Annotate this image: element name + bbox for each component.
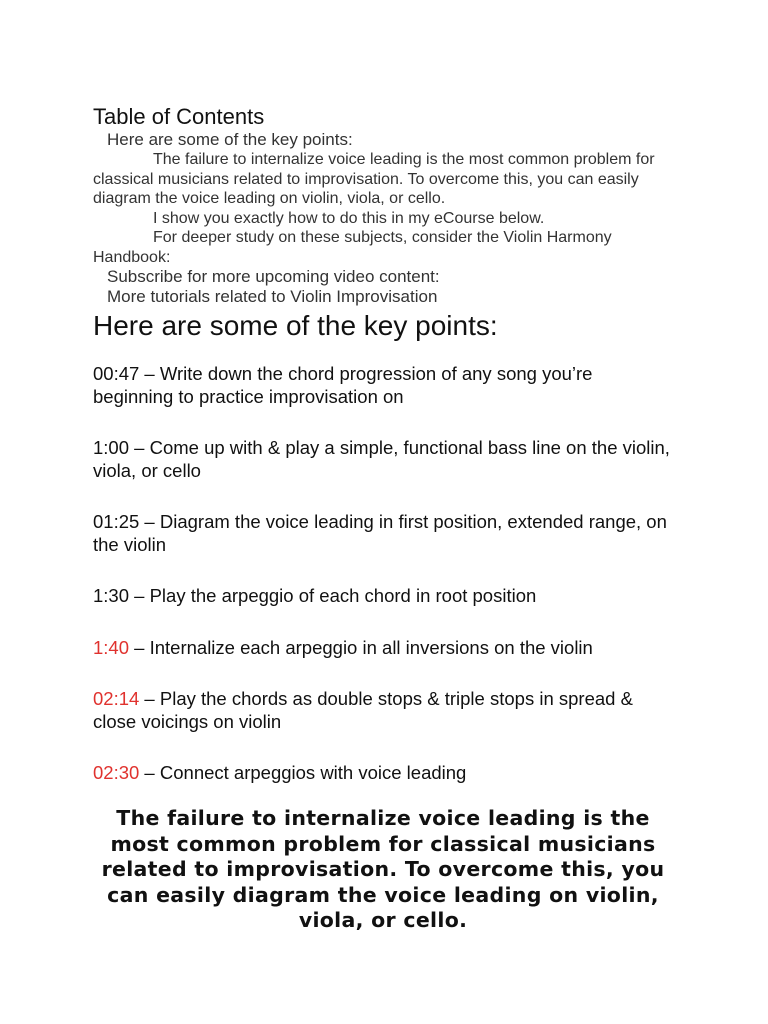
timestamp: 01:25 [93,511,140,532]
toc-entry[interactable]: Here are some of the key points: [107,130,353,149]
key-point-text: Diagram the voice leading in first position, extended range, on the violin [93,511,667,555]
pull-quote: The failure to internalize voice leading is the most common problem for classical musicians related to improvisation. To overcome this, you can easily diagram the voice leading on violin, viola, or cello. [101,806,665,932]
timestamp-link[interactable]: 02:14 [93,688,140,709]
timestamp: 00:47 [93,363,140,384]
key-point: 1:40 – Internalize each arpeggio in all inversions on the violin [93,636,593,658]
key-point: 00:47 – Write down the chord progression of any song you’re beginning to practice improvisation on [93,363,593,407]
timestamp-link[interactable]: 02:30 [93,762,140,783]
timestamp: 1:00 [93,437,130,458]
timestamp: 1:30 [93,585,130,606]
key-point: 02:14 – Play the chords as double stops & triple stops in spread & close voicings on violin [93,688,633,732]
key-point-text: Come up with & play a simple, functional bass line on the violin, viola, or cello [93,437,670,481]
toc-entry[interactable]: The failure to internalize voice leading is the most common problem for classical musicians related to improvisation. To overcome this, you can easily diagram the voice leading on violin, viola, or cello. [93,151,655,207]
key-point: 1:30 – Play the arpeggio of each chord in root position [93,585,537,606]
toc-entry[interactable]: Subscribe for more upcoming video content: [107,267,440,286]
key-points-list [93,363,673,785]
timestamp-link[interactable]: 1:40 [93,636,130,658]
document-body [93,104,673,785]
toc-title: Table of Contents [93,104,265,129]
key-point-text: Connect arpeggios with voice leading [159,762,467,783]
toc-list [93,130,673,307]
key-point-text: Play the arpeggio of each chord in root position [149,585,537,606]
key-point: 01:25 – Diagram the voice leading in first position, extended range, on the violin [93,511,667,555]
key-point: 1:00 – Come up with & play a simple, functional bass line on the violin, viola, or cello [93,437,670,481]
key-point-text: Play the chords as double stops & triple stops in spread & close voicings on violin [93,688,633,732]
key-point-text: Write down the chord progression of any song you’re beginning to practice improvisation on [93,363,593,407]
toc-entry[interactable]: I show you exactly how to do this in my eCourse below. [153,209,545,227]
key-point-text: Internalize each arpeggio in all inversions on the violin [149,636,593,658]
toc-entry[interactable]: For deeper study on these subjects, consider the Violin Harmony Handbook: [93,229,612,266]
key-point: 02:30 – Connect arpeggios with voice leading [93,762,467,783]
toc-entry[interactable]: More tutorials related to Violin Improvisation [107,287,438,306]
section-heading: Here are some of the key points: [93,310,498,341]
